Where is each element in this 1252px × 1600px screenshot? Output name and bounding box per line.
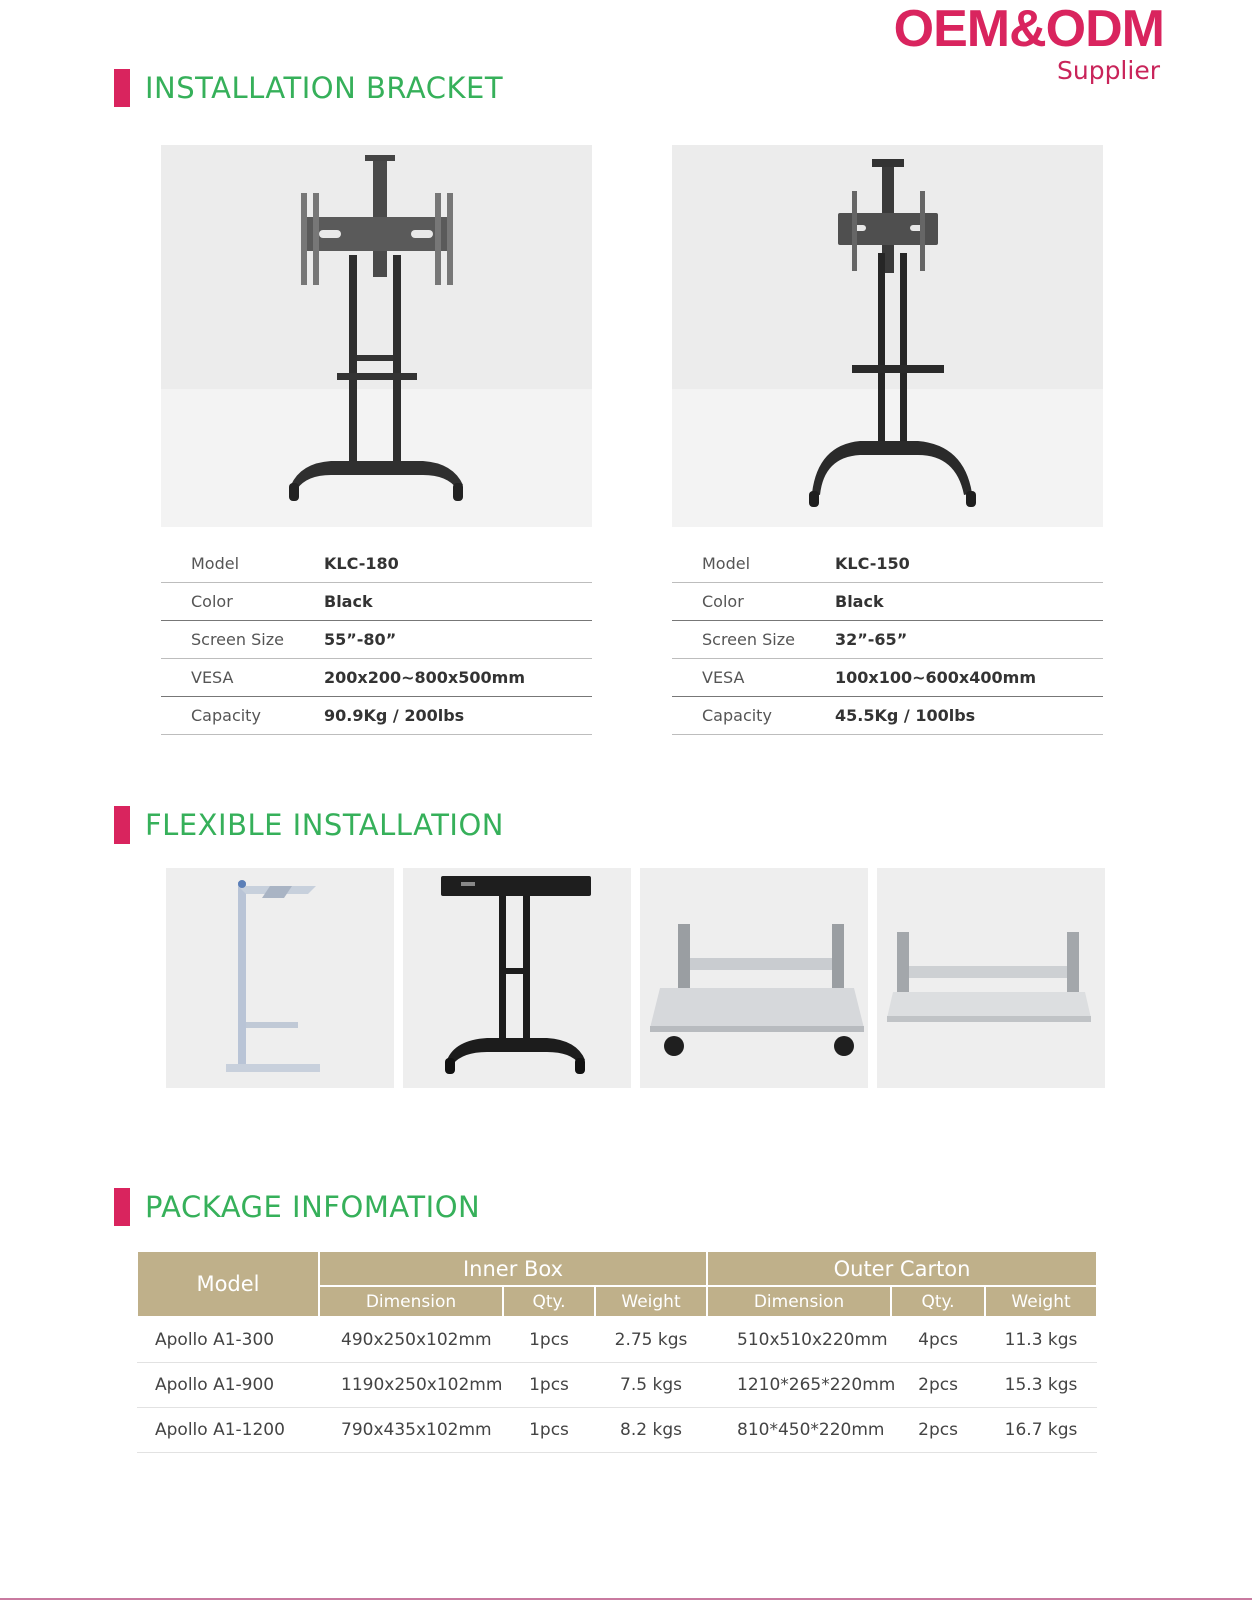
cell-outer-qty: 2pcs — [891, 1408, 985, 1453]
spec-value: Black — [835, 583, 1103, 621]
spec-row — [672, 697, 1103, 735]
cell-inner-qty: 1pcs — [503, 1317, 595, 1363]
spec-label: VESA — [161, 659, 324, 697]
header-inner-qty: Qty. — [503, 1286, 595, 1317]
spec-value: 100x100~600x400mm — [835, 659, 1103, 697]
shelf-illustration — [877, 868, 1105, 1088]
header-inner-box: Inner Box — [319, 1251, 707, 1286]
spec-label: Color — [161, 583, 324, 621]
cell-model: Apollo A1-1200 — [137, 1408, 319, 1453]
table-row — [137, 1408, 1097, 1453]
product-photo-klc-150 — [672, 145, 1103, 527]
cell-outer-weight: 16.7 kgs — [985, 1408, 1097, 1453]
cell-outer-qty: 4pcs — [891, 1317, 985, 1363]
section-accent-bar — [114, 69, 130, 107]
cell-inner-qty: 1pcs — [503, 1408, 595, 1453]
section-title-installation — [114, 68, 503, 108]
cell-inner-weight: 7.5 kgs — [595, 1363, 707, 1408]
flex-photo-shelf — [877, 868, 1105, 1088]
header-outer-carton: Outer Carton — [707, 1251, 1097, 1286]
table-row — [137, 1317, 1097, 1363]
spec-value: 90.9Kg / 200lbs — [324, 697, 592, 735]
spec-table-klc-150 — [672, 545, 1103, 735]
spec-label: Model — [672, 545, 835, 583]
cell-outer-qty: 2pcs — [891, 1363, 985, 1408]
header-outer-dimension: Dimension — [707, 1286, 891, 1317]
cell-inner-dimension: 790x435x102mm — [319, 1408, 503, 1453]
stand-illustration — [403, 868, 631, 1088]
spec-value: KLC-180 — [324, 545, 592, 583]
spec-row — [161, 621, 592, 659]
cell-model: Apollo A1-300 — [137, 1317, 319, 1363]
spec-row — [161, 659, 592, 697]
header-outer-weight: Weight — [985, 1286, 1097, 1317]
stand-frame-illustration — [166, 868, 394, 1088]
product-photo-klc-180 — [161, 145, 592, 527]
cell-inner-dimension: 1190x250x102mm — [319, 1363, 503, 1408]
section-heading: FLEXIBLE INSTALLATION — [145, 808, 504, 842]
tv-stand-illustration — [672, 145, 1103, 527]
spec-row — [672, 583, 1103, 621]
cell-model: Apollo A1-900 — [137, 1363, 319, 1408]
spec-label: VESA — [672, 659, 835, 697]
spec-value: 200x200~800x500mm — [324, 659, 592, 697]
spec-label: Screen Size — [161, 621, 324, 659]
flex-photo-stand — [403, 868, 631, 1088]
cell-inner-weight: 8.2 kgs — [595, 1408, 707, 1453]
tv-stand-illustration — [161, 145, 592, 527]
spec-row — [161, 697, 592, 735]
spec-row — [672, 545, 1103, 583]
brand-tagline: Supplier — [1056, 56, 1160, 85]
header-inner-dimension: Dimension — [319, 1286, 503, 1317]
cell-inner-weight: 2.75 kgs — [595, 1317, 707, 1363]
cell-outer-dimension: 1210*265*220mm — [707, 1363, 891, 1408]
spec-value: KLC-150 — [835, 545, 1103, 583]
table-row — [137, 1363, 1097, 1408]
spec-value: 45.5Kg / 100lbs — [835, 697, 1103, 735]
section-heading: PACKAGE INFOMATION — [145, 1190, 481, 1224]
spec-label: Capacity — [672, 697, 835, 735]
brand-name: OEM&ODM — [893, 0, 1164, 58]
cell-inner-dimension: 490x250x102mm — [319, 1317, 503, 1363]
spec-row — [672, 659, 1103, 697]
flex-photo-shelf-wheels — [640, 868, 868, 1088]
spec-value: 55”-80” — [324, 621, 592, 659]
header-model: Model — [137, 1251, 319, 1317]
header-inner-weight: Weight — [595, 1286, 707, 1317]
shelf-with-wheels-illustration — [640, 868, 868, 1088]
spec-value: Black — [324, 583, 592, 621]
brand-logo — [894, 2, 1164, 85]
section-accent-bar — [114, 1188, 130, 1226]
flex-photo-frame — [166, 868, 394, 1088]
spec-row — [161, 545, 592, 583]
spec-label: Model — [161, 545, 324, 583]
spec-label: Screen Size — [672, 621, 835, 659]
cell-outer-dimension: 810*450*220mm — [707, 1408, 891, 1453]
cell-outer-weight: 11.3 kgs — [985, 1317, 1097, 1363]
spec-table-klc-180 — [161, 545, 592, 735]
section-title-flexible — [114, 805, 504, 845]
spec-value: 32”-65” — [835, 621, 1103, 659]
cell-outer-weight: 15.3 kgs — [985, 1363, 1097, 1408]
header-outer-qty: Qty. — [891, 1286, 985, 1317]
section-heading: INSTALLATION BRACKET — [145, 71, 504, 105]
section-accent-bar — [114, 806, 130, 844]
package-table — [136, 1250, 1098, 1453]
cell-inner-qty: 1pcs — [503, 1363, 595, 1408]
spec-row — [161, 583, 592, 621]
section-title-package — [114, 1187, 480, 1227]
spec-row — [672, 621, 1103, 659]
spec-label: Color — [672, 583, 835, 621]
spec-label: Capacity — [161, 697, 324, 735]
cell-outer-dimension: 510x510x220mm — [707, 1317, 891, 1363]
